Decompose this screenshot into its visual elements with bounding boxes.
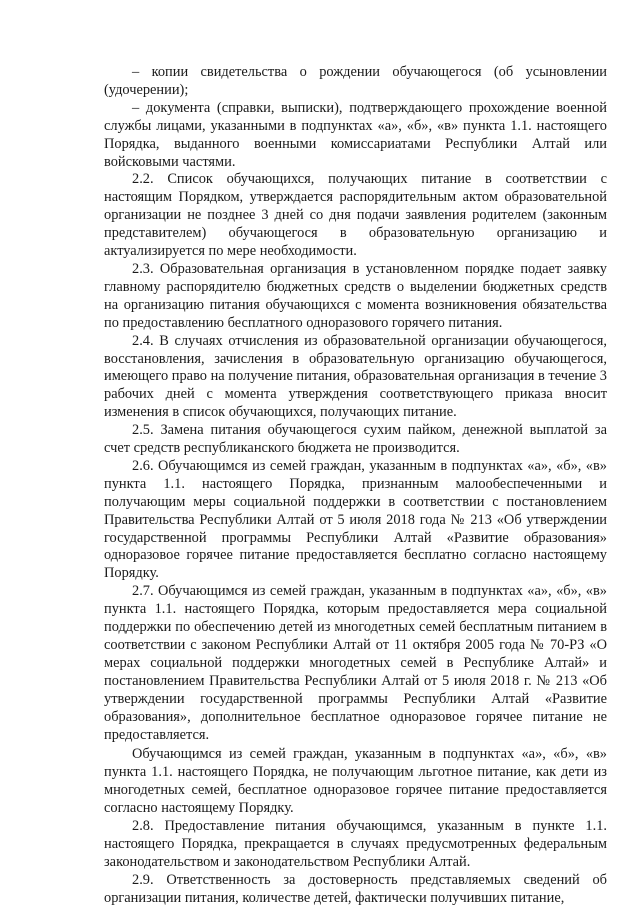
paragraph-2-8: 2.8. Предоставление питания обучающимся, указанным в пункте 1.1. настоящего Порядка, прекращается в случаях предусмотренных федеральным законодательством и законодательством Республики Алтай. [104, 818, 607, 870]
paragraph-2-4: 2.4. В случаях отчисления из образовательной организации обучающегося, восстановления, зачисления в образовательную организацию обучающегося, имеющего право на получение питания, образовательная организация в течение 3 рабочих дней с момента утверждения соответствующего приказа вносит изменения в список обучающихся, получающих питание. [104, 332, 607, 421]
paragraph-2-9: 2.9. Ответственность за достоверность представляемых сведений об организации питания, количестве детей, фактически получивших питание, [104, 871, 607, 906]
paragraph-2-6: 2.6. Обучающимся из семей граждан, указанным в подпунктах «а», «б», «в» пункта 1.1. настоящего Порядка, признанным малообеспеченными и получающим меры социальной поддержки в соответствии с постановлением Правительства Республики Алтай от 5 июля 2018 года № 213 «Об утверждении государственной программы Республики Алтай «Развитие образования» одноразовое горячее питание предоставляется бесплатно согласно настоящему Порядку. [104, 457, 607, 582]
paragraph-2-7: 2.7. Обучающимся из семей граждан, указанным в подпунктах «а», «б», «в» пункта 1.1. настоящего Порядка, которым предоставляется мера социальной поддержки по обеспечению детей из многодетных семей бесплатным питанием в соответствии с законом Республики Алтай от 11 октября 2005 года № 70-РЗ «О мерах социальной поддержки многодетных семей в Республике Алтай» и постановлением Правительства Республики Алтай от 5 июля 2018 г. № 213 «Об утверждении государственной программы Республики Алтай «Развитие образования», дополнительное бесплатное одноразовое горячее питание не предоставляется. [104, 583, 607, 743]
paragraph-2-7-continuation: Обучающимся из семей граждан, указанным в подпунктах «а», «б», «в» пункта 1.1. настоящего Порядка, не получающим льготное питание, как дети из многодетных семей, бесплатное одноразовое горячее питание предоставляется согласно настоящему Порядку. [104, 746, 607, 817]
document-body [104, 64, 607, 908]
paragraph-2-5: 2.5. Замена питания обучающегося сухим пайком, денежной выплатой за счет средств республиканского бюджета не производится. [104, 422, 607, 457]
paragraph-military-service-document: – документа (справки, выписки), подтверждающего прохождение военной службы лицами, указанными в подпунктах «а», «б», «в» пункта 1.1. настоящего Порядка, выданного военными комиссариатами Республики Алтай или войсковыми частями. [104, 99, 607, 170]
paragraph-2-2: 2.2. Список обучающихся, получающих питание в соответствии с настоящим Порядком, утверждается распорядительным актом образовательной организации не позднее 3 дней со дня подачи заявления родителем (законным представителем) обучающегося в образовательную организацию и актуализируется по мере необходимости. [104, 171, 607, 260]
paragraph-birth-certificate: – копии свидетельства о рождении обучающегося (об усыновлении (удочерении); [104, 64, 607, 98]
paragraph-2-3: 2.3. Образовательная организация в установленном порядке подает заявку главному распорядителю бюджетных средств о выделении бюджетных средств на организацию питания обучающихся с момента возникновения обязательства по предоставлению бесплатного одноразового горячего питания. [104, 260, 607, 331]
